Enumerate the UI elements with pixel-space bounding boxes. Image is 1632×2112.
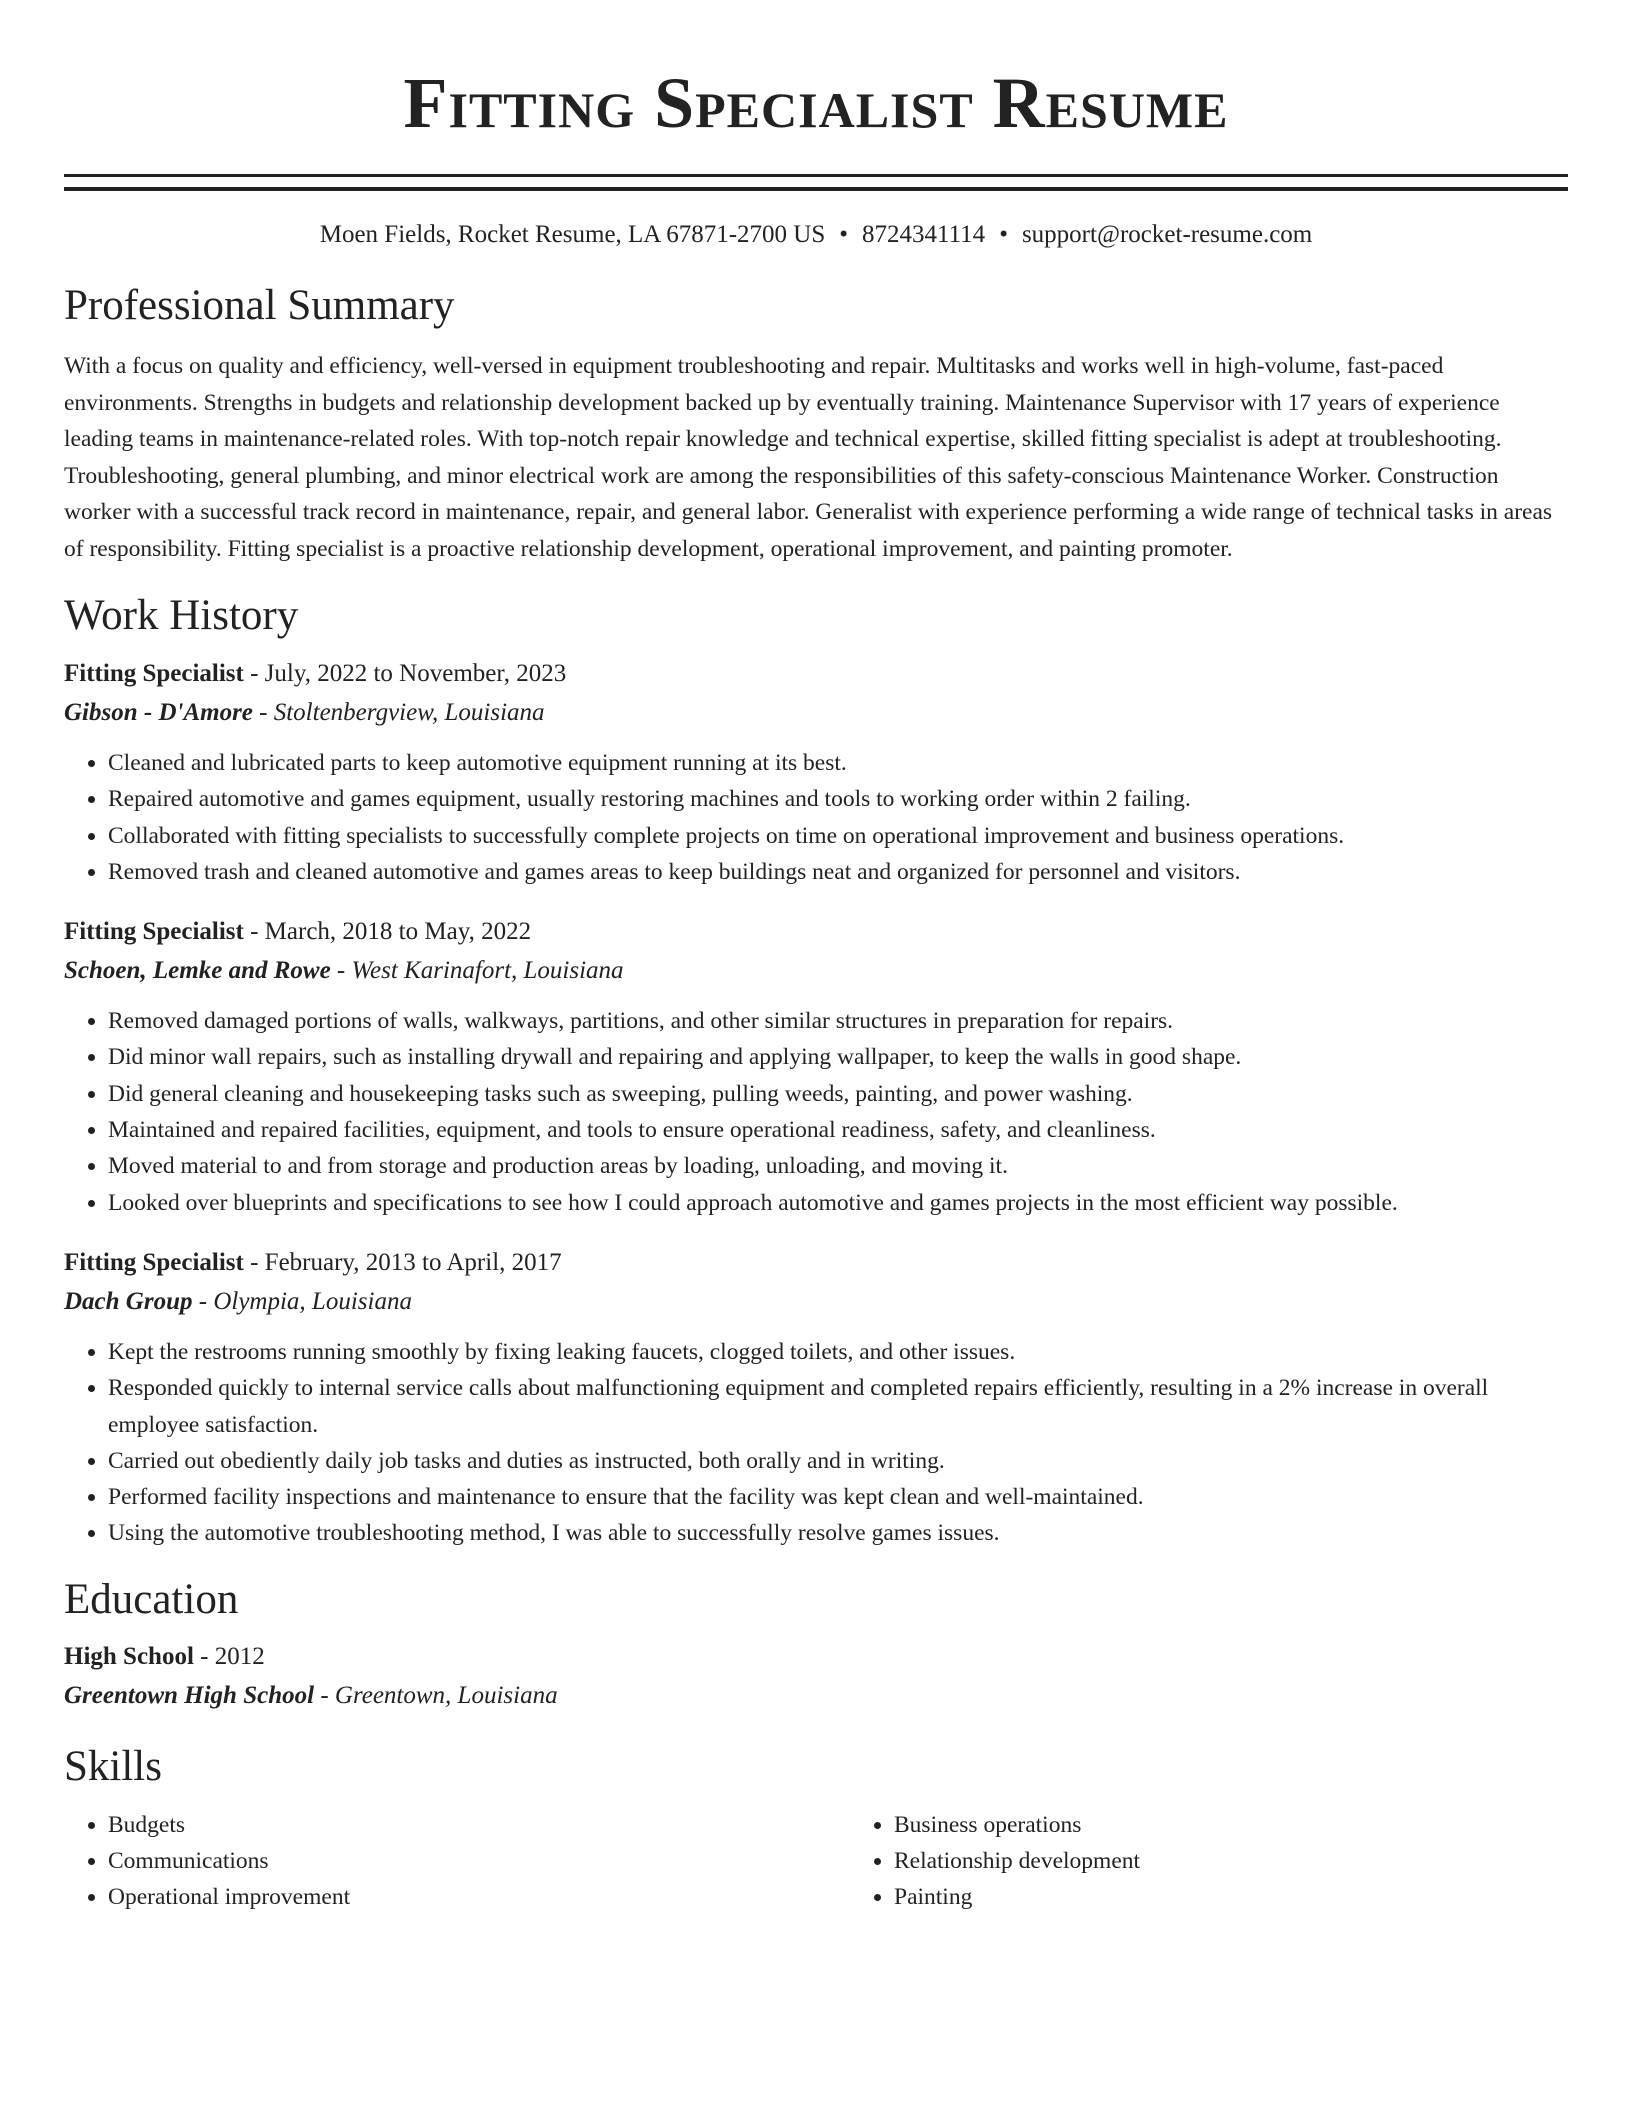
education-school-line (64, 1676, 1568, 1716)
job-bullet: • Moved material to and from storage and production areas by loading, unloading, and moving it. (108, 1148, 1568, 1184)
job-header (64, 655, 1568, 693)
job-entry (64, 913, 1568, 1221)
job-employer (64, 951, 1568, 991)
job-bullet: • Responded quickly to internal service calls about malfunctioning equipment and completed repairs efficiently, resulting in a 2% increase in overall employee satisfaction. (108, 1370, 1568, 1443)
job-bullet: • Removed damaged portions of walls, walkways, partitions, and other similar structures in preparation for repairs. (108, 1003, 1568, 1039)
job-bullet: • Looked over blueprints and specifications to see how I could approach automotive and games projects in the most efficient way possible. (108, 1185, 1568, 1221)
job-bullet: • Did minor wall repairs, such as installing drywall and repairing and applying wallpaper, to keep the walls in good shape. (108, 1039, 1568, 1075)
education-header (64, 1638, 1568, 1676)
education-heading: Education (64, 1575, 239, 1623)
contact-separator: • (839, 221, 849, 248)
job-role: Fitting Specialist (64, 1248, 244, 1276)
skills-grid (64, 1807, 1568, 1916)
contact-separator: • (999, 221, 1008, 248)
skills-list-right (850, 1807, 1632, 1916)
skill-item: • Operational improvement (108, 1879, 850, 1915)
contact-line (64, 217, 1568, 253)
resume-title: Fitting Specialist Resume (403, 63, 1229, 143)
job-bullet: • Kept the restrooms running smoothly by fixing leaking faucets, clogged toilets, and other issues. (108, 1334, 1568, 1370)
job-bullet: • Cleaned and lubricated parts to keep automotive equipment running at its best. (108, 745, 1568, 781)
education-year: - 2012 (193, 1642, 265, 1670)
job-role: Fitting Specialist (64, 918, 244, 946)
job-bullet: • Carried out obediently daily job tasks and duties as instructed, both orally and in writing. (108, 1443, 1568, 1479)
skill-item: • Budgets (108, 1807, 850, 1843)
skill-item: • Painting (894, 1879, 1632, 1915)
job-bullet: • Did general cleaning and housekeeping tasks such as sweeping, pulling weeds, painting, and power washing. (108, 1076, 1568, 1112)
skill-item: • Relationship development (894, 1843, 1632, 1879)
job-header (64, 913, 1568, 951)
job-bullet: • Collaborated with fitting specialists to successfully complete projects on time on operational improvement and business operations. (108, 818, 1568, 854)
job-bullets (64, 1003, 1568, 1221)
job-header (64, 1244, 1568, 1282)
education-entry (64, 1638, 1568, 1716)
summary-heading: Professional Summary (64, 282, 455, 329)
skill-item: • Business operations (894, 1807, 1632, 1843)
job-bullet: • Removed trash and cleaned automotive and games areas to keep buildings neat and organized for personnel and visitors. (108, 854, 1568, 890)
title-double-rule (64, 174, 1568, 191)
education-degree: High School (64, 1642, 194, 1670)
job-bullet: • Using the automotive troubleshooting method, I was able to successfully resolve games issues. (108, 1515, 1568, 1551)
job-entry (64, 655, 1568, 890)
job-employer (64, 693, 1568, 733)
skills-list-left (64, 1807, 850, 1916)
job-bullets (64, 745, 1568, 890)
contact-phone: 8724341114 (862, 221, 986, 248)
job-location: - Stoltenbergview, Louisiana (252, 699, 545, 726)
job-dates: - March, 2018 to May, 2022 (243, 918, 532, 946)
job-company: Dach Group (64, 1287, 193, 1315)
job-bullet: • Performed facility inspections and maintenance to ensure that the facility was kept clean and well-maintained. (108, 1479, 1568, 1515)
job-bullet: • Maintained and repaired facilities, equipment, and tools to ensure operational readiness, safety, and cleanliness. (108, 1112, 1568, 1148)
job-company: Schoen, Lemke and Rowe (64, 957, 331, 985)
job-bullets (64, 1334, 1568, 1552)
job-role: Fitting Specialist (64, 660, 244, 687)
education-location: - Greentown, Louisiana (314, 1681, 558, 1709)
job-employer (64, 1282, 1568, 1322)
job-entry (64, 1244, 1568, 1552)
education-school: Greentown High School (64, 1681, 315, 1709)
job-dates: - February, 2013 to April, 2017 (243, 1248, 562, 1276)
job-company: Gibson - D'Amore (64, 699, 253, 726)
work-history-heading: Work History (64, 592, 299, 639)
summary-text: With a focus on quality and efficiency, well-versed in equipment troubleshooting and repair. Multitasks and works well in high-volume, fast-paced environments. Strengths in budgets and relationship development backed up by eventually training. Maintenance Supervisor with 17 years of experience leading teams in maintenance-related roles. With top-notch repair knowledge and technical expertise, skilled fitting specialist is adept at troubleshooting. Troubleshooting, general plumbing, and minor electrical work are among the responsibilities of this safety-conscious Maintenance Worker. Construction worker with a successful track record in maintenance, repair, and general labor. Generalist with experience performing a wide range of technical tasks in areas of responsibility. Fitting specialist is a proactive relationship development, operational improvement, and painting promoter. (64, 353, 1553, 562)
contact-email[interactable]: support@rocket-resume.com (1021, 221, 1313, 248)
job-bullet: • Repaired automotive and games equipment, usually restoring machines and tools to working order within 2 failing. (108, 781, 1568, 817)
job-location: - Olympia, Louisiana (192, 1287, 412, 1315)
skill-item: • Communications (108, 1843, 850, 1879)
job-dates: - July, 2022 to November, 2023 (243, 660, 567, 687)
skills-heading: Skills (64, 1742, 162, 1790)
job-location: - West Karinafort, Louisiana (330, 957, 624, 985)
contact-address: Moen Fields, Rocket Resume, LA 67871-2700 US (319, 221, 826, 248)
